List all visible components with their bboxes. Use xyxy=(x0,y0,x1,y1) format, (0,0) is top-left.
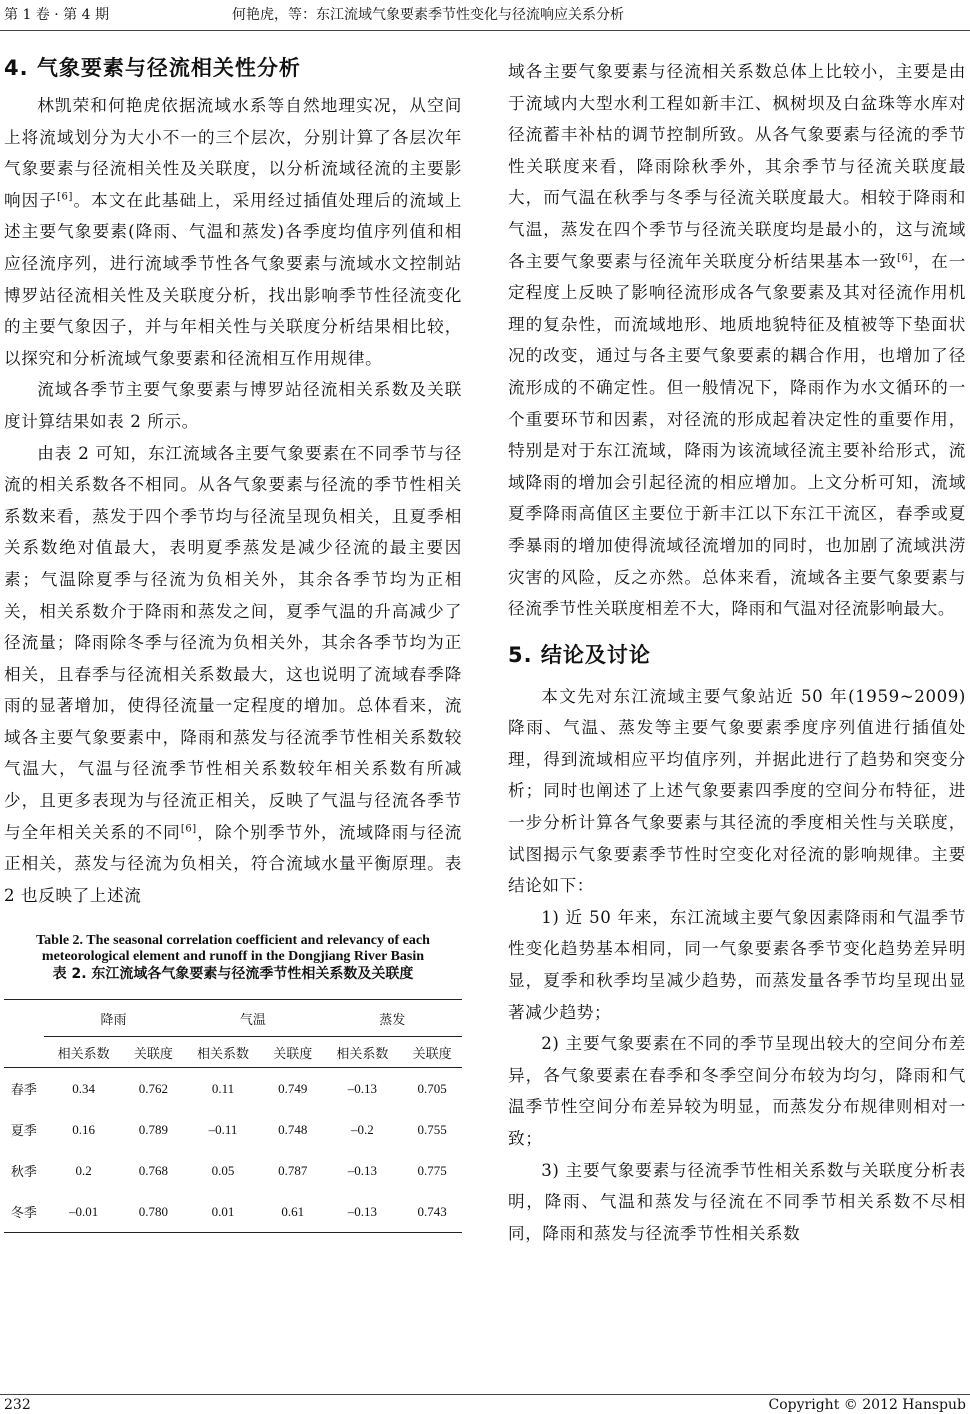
section-4-heading: 4. 气象要素与径流相关性分析 xyxy=(4,56,301,80)
table-cell: –0.13 xyxy=(347,1162,378,1178)
table-cell: 0.762 xyxy=(138,1080,168,1096)
table-row xyxy=(4,1191,462,1233)
table-row xyxy=(4,1150,462,1191)
conclusion-item-1: 1) 近 50 年来，东江流域主要气象因素降雨和气温季节性变化趋势基本相同，同一气象要素各季节变化趋势差异明显，夏季和秋季均呈减少趋势，而蒸发量各季节均呈现出显著减少趋势； xyxy=(508,907,966,1022)
left-paragraph-3: 由表 2 可知，东江流域各主要气象要素在不同季节与径流的相关系数各不相同。从各气象要素与径流的季节性相关系数来看，蒸发于四个季节均与径流呈现负相关，且夏季相关系数绝对值最大，表明夏季蒸发是减少径流的最主要因素；气温除夏季与径流为负相关外，其余各季节均为正相关，相关系数介于降雨和蒸发之间，夏季气温的升高减少了径流量；降雨除冬季与径流为负相关外，其余各季节均为正相关，且春季与径流相关系数最大，这也说明了流域春季降雨的显著增加，使得径流量一定程度的增加。总体看来，流域各主要气象要素中，降雨和蒸发与径流季节性相关系数较气温大，气温与径流季节性相关系数较年相关系数有所减少，且更多表现为与径流正相关，反映了气温与径流各季节与全年相关关系的不同[6]，除个别季节外，流域降雨与径流正相关，蒸发与径流为负相关，符合流域水量平衡原理。表 2 也反映了上述流 xyxy=(4,443,462,905)
table-cell: 0.2 xyxy=(75,1162,92,1178)
table-cell: 0.768 xyxy=(138,1162,168,1178)
correlation-table xyxy=(4,999,462,1233)
table-cell: 0.05 xyxy=(211,1162,235,1178)
group-header-temperature: 气温 xyxy=(183,1000,322,1037)
sub-header: 相关系数 xyxy=(44,1037,124,1068)
table-cell: 0.01 xyxy=(183,1191,263,1233)
group-header-evaporation: 蒸发 xyxy=(323,1000,462,1037)
running-title: 何艳虎，等：东江流域气象要素季节性变化与径流响应关系分析 xyxy=(232,7,624,23)
left-paragraph-2: 流域各季节主要气象要素与博罗站径流相关系数及关联度计算结果如表 2 所示。 xyxy=(4,380,462,431)
citation-ref[interactable]: [6] xyxy=(896,252,913,264)
sub-header: 关联度 xyxy=(123,1037,183,1068)
table-cell: 0.780 xyxy=(123,1191,183,1233)
page-number: 232 xyxy=(4,1397,31,1413)
left-column xyxy=(4,52,462,1233)
group-header-rainfall: 降雨 xyxy=(44,1000,183,1037)
table-cell: 0.789 xyxy=(138,1121,168,1137)
sub-header: 相关系数 xyxy=(183,1037,263,1068)
table-cell: 0.11 xyxy=(211,1080,235,1096)
table-cell: 0.749 xyxy=(278,1080,308,1096)
table-cell: –0.2 xyxy=(351,1121,374,1137)
table-cell: –0.01 xyxy=(44,1191,124,1233)
right-paragraph-2: 本文先对东江流域主要气象站近 50 年(1959~2009)降雨、气温、蒸发等主要气象要素季度序列值进行插值处理，得到流域相应平均值序列，并据此进行了趋势和突变分析；同时也阐述了上述气象要素四季度的空间分布特征，进一步分析计算各气象要素与其径流的季度相关性与关联度，试图揭示气象要素季节性时空变化对径流的影响规律。主要结论如下： xyxy=(508,686,966,896)
table-corner-cell xyxy=(4,1000,44,1037)
citation-ref[interactable]: [6] xyxy=(57,191,74,203)
sub-header: 相关系数 xyxy=(323,1037,403,1068)
conclusion-item-3: 3) 主要气象要素与径流季节性相关系数与关联度分析表明，降雨、气温和蒸发与径流在不同季节相关系数不尽相同，降雨和蒸发与径流季节性相关系数 xyxy=(508,1160,966,1243)
right-column xyxy=(508,56,966,1249)
season-cell: 夏季 xyxy=(10,1123,37,1139)
right-paragraph-1: 域各主要气象要素与径流相关系数总体上比较小，主要是由于流域内大型水利工程如新丰江、枫树坝及白盆珠等水库对径流蓄丰补枯的调节控制所致。从各气象要素与径流的季节性关联度来看，降雨除秋季外，其余季节与径流关联度最大，而气温在秋季与冬季与径流关联度最大。相较于降雨和气温，蒸发在四个季节与径流关联度均是最小的，这与流域各主要气象要素与径流年关联度分析结果基本一致[6]，在一定程度上反映了影响径流形成各气象要素及其对径流作用机理的复杂性，而流域地形、地质地貌特征及植被等下垫面状况的改变，通过与各主要气象要素的耦合作用，也增加了径流形成的不确定性。但一般情况下，降雨作为水文循环的一个重要环节和因素，对径流的形成起着决定性的重要作用，特别是对于东江流域，降雨为该流域径流主要补给形式，流域降雨的增加会引起径流的相应增加。上文分析可知，流域夏季降雨高值区主要位于新丰江以下东江干流区，春季或夏季暴雨的增加使得流域径流增加的同时，也加剧了流域洪涝灾害的风险，反之亦然。总体来看，流域各主要气象要素与径流季节性关联度相差不大，降雨和气温对径流影响最大。 xyxy=(508,62,966,619)
table-cell: 0.16 xyxy=(72,1121,96,1137)
table-cell: 0.705 xyxy=(417,1080,447,1096)
table-cell: 0.748 xyxy=(278,1121,308,1137)
table-cell: 0.775 xyxy=(417,1162,447,1178)
table-caption-en: Table 2. The seasonal correlation coefficient and relevancy of each meteorological element and runoff in the Dongjiang River Basin xyxy=(36,933,430,965)
left-paragraph-1: 林凯荣和何艳虎依据流域水系等自然地理实况，从空间上将流域划分为大小不一的三个层次，分别计算了各层次年气象要素与径流相关性及关联度，以分析流域径流的主要影响因子[6]。本文在此基础上，采用经过插值处理后的流域上述主要气象要素(降雨、气温和蒸发)各季度均值序列值和相应径流序列，进行流域季节性各气象要素与流域水文控制站博罗站径流相关性及关联度分析，找出影响季节性径流变化的主要气象因子，并与年相关性与关联度分析结果相比较，以探究和分析流域气象要素和径流相互作用规律。 xyxy=(4,96,462,368)
table-cell: 0.743 xyxy=(402,1191,462,1233)
table-row xyxy=(4,1109,462,1150)
sub-header: 关联度 xyxy=(402,1037,462,1068)
copyright-notice: Copyright © 2012 Hanspub xyxy=(768,1397,966,1413)
conclusion-item-2: 2) 主要气象要素在不同的季节呈现出较大的空间分布差异，各气象要素在春季和冬季空间分布较为均匀，降雨和气温季节性空间分布差异较为明显，而蒸发分布规律则相对一致； xyxy=(508,1034,966,1148)
running-header xyxy=(0,0,970,31)
sub-header: 关联度 xyxy=(263,1037,323,1068)
citation-ref[interactable]: [6] xyxy=(180,823,197,835)
table-cell: 0.61 xyxy=(263,1191,323,1233)
table-cell: 0.755 xyxy=(417,1121,447,1137)
season-cell: 冬季 xyxy=(4,1191,44,1233)
page-footer xyxy=(0,1394,970,1413)
table-cell: –0.11 xyxy=(208,1121,238,1137)
table-corner-cell xyxy=(4,1037,44,1068)
table-cell: 0.787 xyxy=(278,1162,308,1178)
table-caption-zh: 表 2. 东江流域各气象要素与径流季节性相关系数及关联度 xyxy=(52,966,414,983)
section-5-heading: 5. 结论及讨论 xyxy=(508,642,651,667)
journal-volume: 第 1 卷 · 第 4 期 xyxy=(4,7,109,23)
table-cell: –0.13 xyxy=(323,1191,403,1233)
table-cell: 0.34 xyxy=(72,1080,96,1096)
season-cell: 秋季 xyxy=(10,1164,37,1180)
table-caption xyxy=(4,933,462,983)
table-cell: –0.13 xyxy=(347,1080,378,1096)
season-cell: 春季 xyxy=(10,1082,37,1098)
table-row xyxy=(4,1068,462,1110)
